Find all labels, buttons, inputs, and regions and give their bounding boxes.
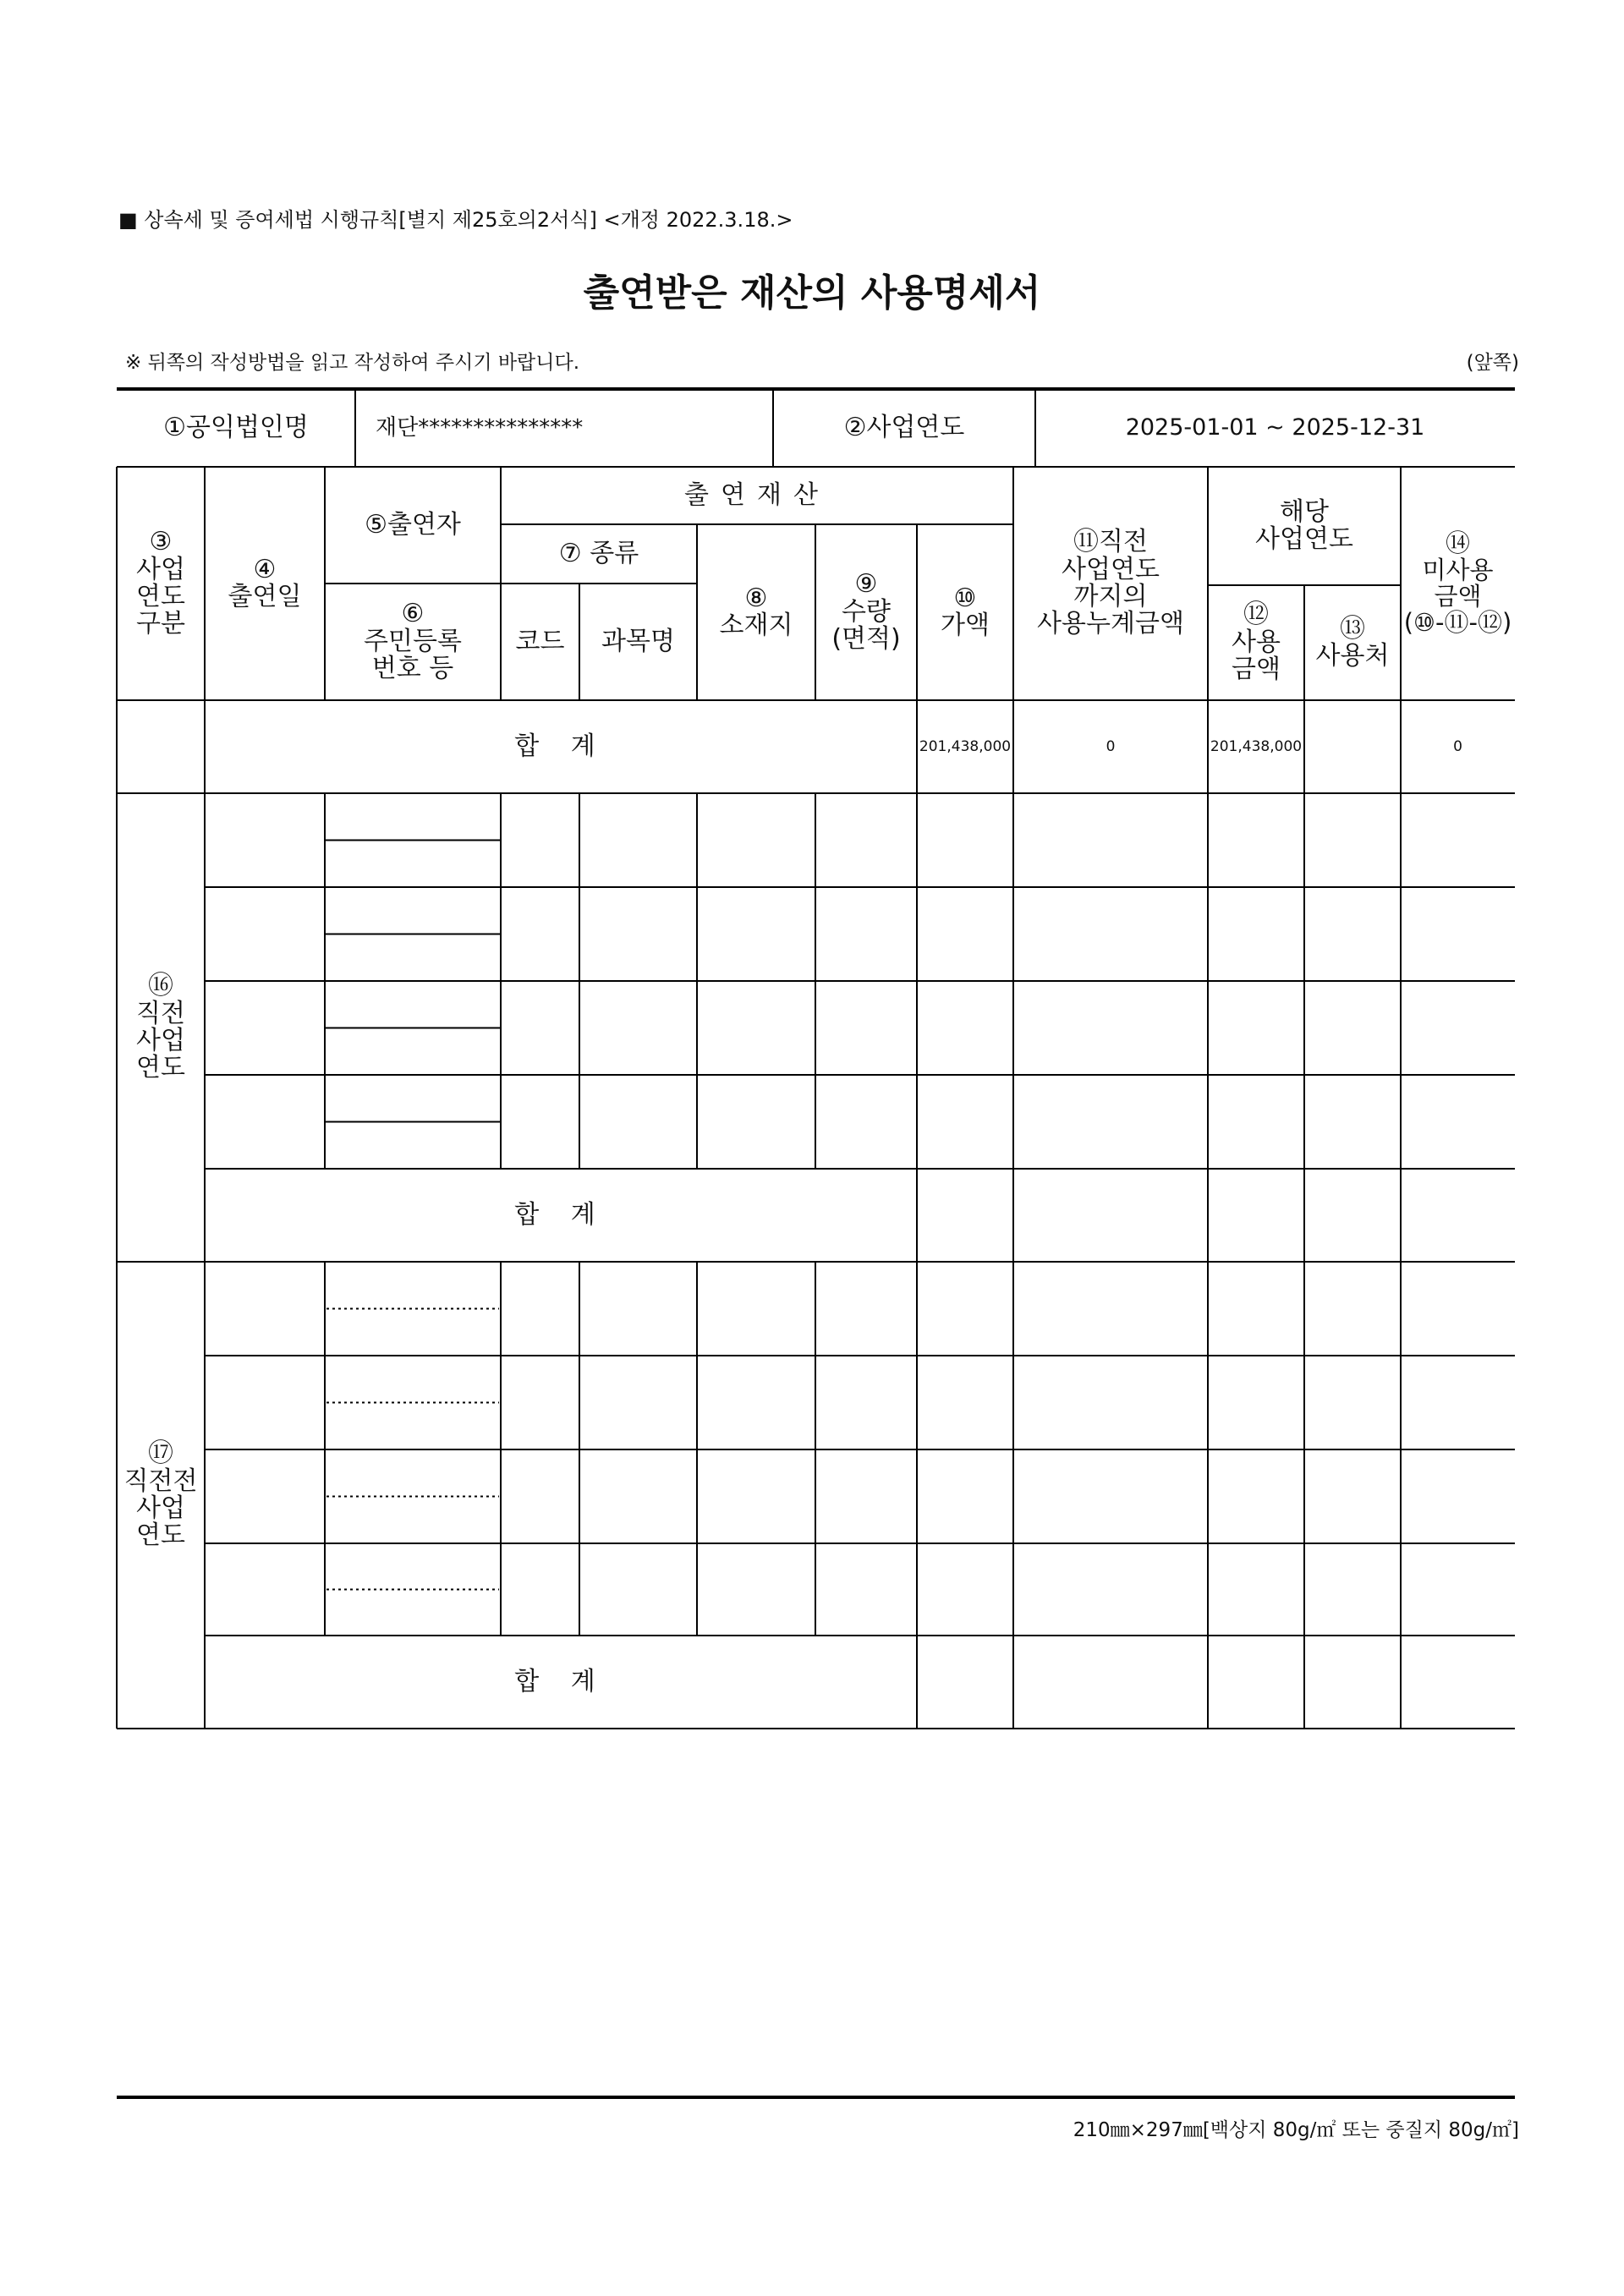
header-used-for: ⑬ 사용처 <box>1315 613 1390 671</box>
prev-year-total-label: 합 계 <box>514 1199 607 1230</box>
business-year-label: ②사업연도 <box>843 412 965 442</box>
total-prior-used: 0 <box>1106 737 1116 755</box>
header-subject-name: 과목명 <box>601 626 675 656</box>
header-prior-cumulative: ⑪직전 사업연도 까지의 사용누계금액 <box>1037 527 1184 639</box>
header-id-number: ⑥ 주민등록 번호 등 <box>364 599 462 684</box>
header-used-amount: ⑫ 사용 금액 <box>1232 600 1281 685</box>
paper-spec: 210㎜×297㎜[백상지 80g/㎡ 또는 중질지 80g/㎡] <box>1073 2119 1519 2141</box>
total-used: 201,438,000 <box>1210 737 1303 755</box>
header-unused-amount: ⑭ 미사용 금액 (⑩-⑪-⑫) <box>1403 529 1512 638</box>
document-title: 출연받은 재산의 사용명세서 <box>583 271 1041 315</box>
business-year-value: 2025-01-01 ~ 2025-12-31 <box>1125 414 1425 441</box>
header-donor: ⑤출연자 <box>365 509 461 540</box>
header-donation-date: ④ 출연일 <box>228 554 302 611</box>
header-donated-property: 출연재산 <box>684 479 830 510</box>
header-year-category: ③ 사업 연도 구분 <box>136 527 185 639</box>
header-current-year: 해당 사업연도 <box>1255 496 1353 554</box>
form-reference: ■ 상속세 및 증여세법 시행규칙[별지 제25호의2서식] <개정 2022.3.18.> <box>118 208 793 232</box>
header-code: 코드 <box>515 626 565 656</box>
footer-rule <box>117 2096 1515 2099</box>
total-label: 합 계 <box>514 731 607 761</box>
prev2-year-total-label: 합 계 <box>514 1666 607 1696</box>
header-value: ⑩ 가액 <box>941 583 990 640</box>
total-unused: 0 <box>1453 737 1462 755</box>
header-location: ⑧ 소재지 <box>719 583 793 640</box>
section-prev-year-label: ⑯ 직전 사업 연도 <box>136 971 185 1083</box>
instruction-notice: ※ 뒤쪽의 작성방법을 읽고 작성하여 주시기 바랍니다. <box>125 352 580 374</box>
total-value: 201,438,000 <box>919 737 1012 755</box>
org-name-label: ①공익법인명 <box>163 412 309 442</box>
header-quantity: ⑨ 수량 (면적) <box>831 569 901 655</box>
section-prev2-year-label: ⑰ 직전전 사업 연도 <box>123 1438 198 1551</box>
org-name-value: 재단*************** <box>376 414 584 441</box>
page-side-label: (앞쪽) <box>1466 352 1519 374</box>
header-type: ⑦ 종류 <box>558 538 639 568</box>
